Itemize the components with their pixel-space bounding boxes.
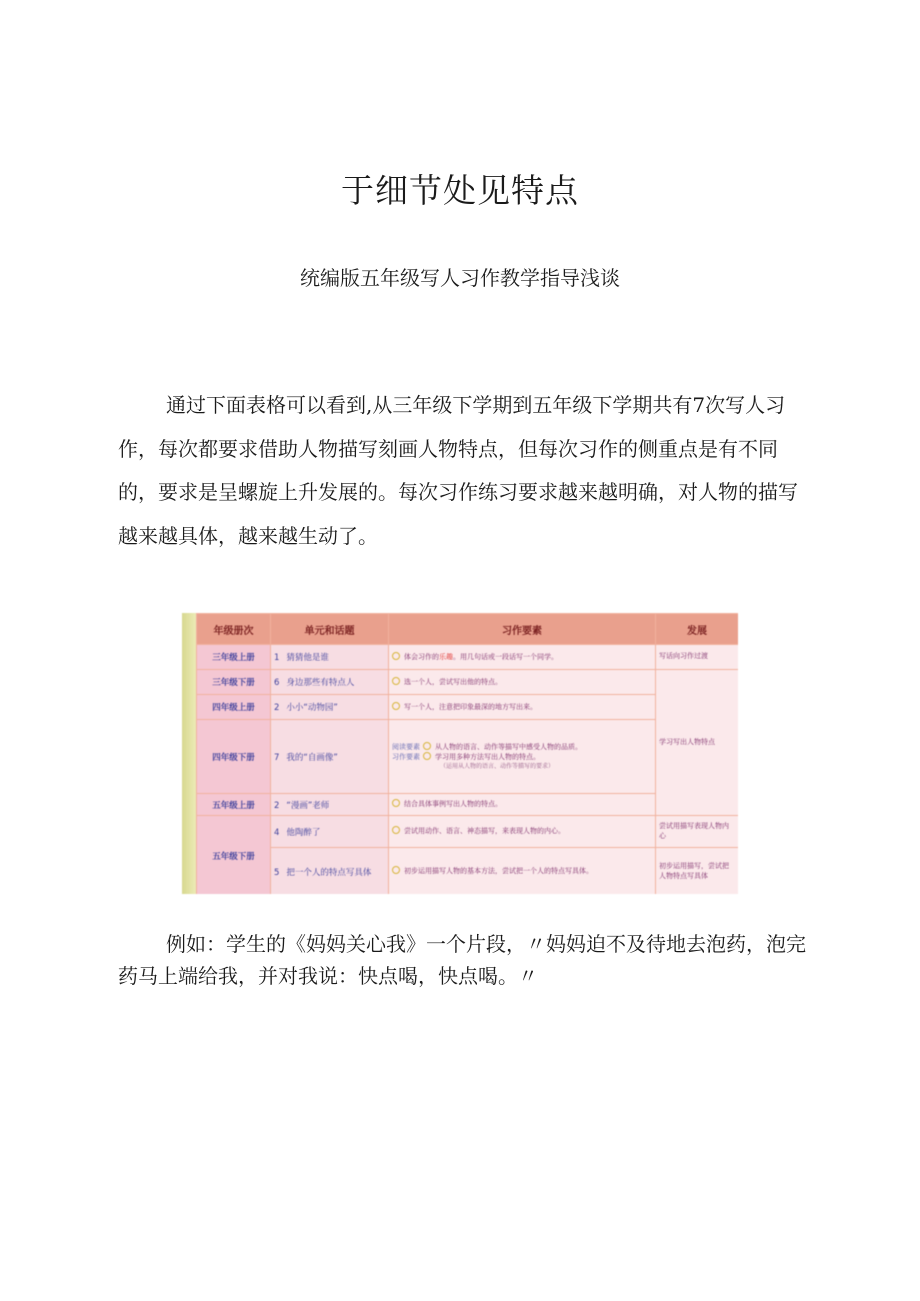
requirement-cell (389, 720, 656, 794)
grade-cell: 四年级下册 (197, 720, 271, 794)
req-text: 尝试用动作、语言、神态描写，来表现人物的内心。 (404, 827, 565, 836)
unit-topic: 身边那些有特点人 (286, 678, 355, 688)
req-text: 初步运用描写人物的基本方法，尝试把一个人的特点写具体。 (404, 867, 593, 876)
unit-number: 6 (274, 678, 280, 688)
grade-cell: 四年级上册 (197, 695, 271, 720)
req-note: （运用从人物的语言、动作等描写的要求） (440, 762, 555, 770)
unit-topic: 他陶醉了 (286, 827, 321, 838)
highlight-text: 乐趣 (439, 652, 453, 661)
bullet-circle-icon (423, 752, 431, 760)
header-unit: 单元和话题 (271, 614, 389, 645)
development-cell: 初步运用描写，尝试把人物特点写具体 (656, 848, 739, 895)
unit-topic: 小小“动物园” (286, 703, 338, 713)
intro-paragraph: 通过下面表格可以看到,从三年级下学期到五年级下学期共有7次写人习作，每次都要求借助人物描写刻画人物特点，但每次习作的侧重点是有不同的，要求是呈螺旋上升发展的。每次习作练习要求越来越明确，对人物的描写越来越具体，越来越生动了。 (118, 393, 798, 548)
unit-cell (271, 816, 389, 848)
bullet-circle-icon (392, 826, 400, 834)
req-text: 选一个人，尝试写出他的特点。 (404, 677, 502, 686)
development-cell: 写话向习作过渡 (656, 645, 739, 670)
writing-requirements-table-image (182, 613, 738, 894)
unit-cell (271, 695, 389, 720)
unit-number: 5 (274, 867, 280, 878)
requirement-cell (389, 848, 656, 895)
table-row (197, 816, 739, 848)
unit-cell (271, 720, 389, 794)
page-subtitle: 统编版五年级写人习作教学指导浅谈 (300, 266, 620, 290)
table-row (197, 645, 739, 670)
unit-number: 1 (274, 653, 280, 663)
unit-number: 7 (274, 752, 280, 763)
unit-topic: 把一个人的特点写具体 (286, 867, 372, 878)
unit-topic: “漫画”老师 (286, 800, 330, 811)
left-decorative-strip (182, 613, 196, 894)
unit-cell (271, 794, 389, 816)
example-paragraph: 例如：学生的《妈妈关心我》一个片段，〃妈妈迫不及待地去泡药，泡完药马上端给我，并对我说：快点喝，快点喝。〃 (118, 932, 806, 988)
bullet-circle-icon (423, 742, 431, 750)
requirement-cell (389, 645, 656, 670)
req-text: 体会习作的 (404, 652, 439, 661)
unit-cell (271, 848, 389, 895)
unit-topic: 我的“自画像” (286, 752, 338, 763)
unit-number: 2 (274, 800, 280, 811)
unit-cell (271, 670, 389, 695)
development-cell-merged: 学习写出人物特点 (656, 670, 739, 816)
table-row (197, 848, 739, 895)
bullet-circle-icon (392, 799, 400, 807)
req-text: 学习用多种方法写出人物的特点。 (435, 753, 540, 762)
writing-requirements-table (196, 613, 738, 894)
table-row (197, 670, 739, 695)
grade-cell: 三年级上册 (197, 645, 271, 670)
unit-number: 2 (274, 703, 280, 713)
bullet-circle-icon (392, 652, 400, 660)
bullet-circle-icon (392, 677, 400, 685)
req-text: 。用几句话或一段话写一个同学。 (453, 652, 558, 661)
req-text: 写一个人，注意把印象最深的地方写出来。 (404, 702, 537, 711)
grade-cell: 五年级上册 (197, 794, 271, 816)
reading-label: 阅读要素 (392, 743, 420, 752)
bullet-circle-icon (392, 866, 400, 874)
grade-cell: 五年级下册 (197, 816, 271, 895)
development-cell: 尝试用描写表现人物内心 (656, 816, 739, 848)
writing-label: 习作要素 (392, 753, 420, 762)
header-development: 发展 (656, 614, 739, 645)
req-text: 结合具体事例写出人物的特点。 (404, 800, 502, 809)
unit-topic: 猜猜他是谁 (286, 653, 329, 663)
header-grade: 年级册次 (197, 614, 271, 645)
requirement-cell (389, 794, 656, 816)
table-header-row (197, 614, 739, 645)
requirement-cell (389, 695, 656, 720)
requirement-cell (389, 670, 656, 695)
req-text: 从人物的语言、动作等描写中感受人物的品质。 (435, 743, 582, 752)
requirement-cell (389, 816, 656, 848)
unit-cell (271, 645, 389, 670)
bullet-circle-icon (392, 702, 400, 710)
page-title: 于细节处见特点 (341, 171, 579, 210)
header-requirement: 习作要素 (389, 614, 656, 645)
grade-cell: 三年级下册 (197, 670, 271, 695)
unit-number: 4 (274, 827, 280, 838)
